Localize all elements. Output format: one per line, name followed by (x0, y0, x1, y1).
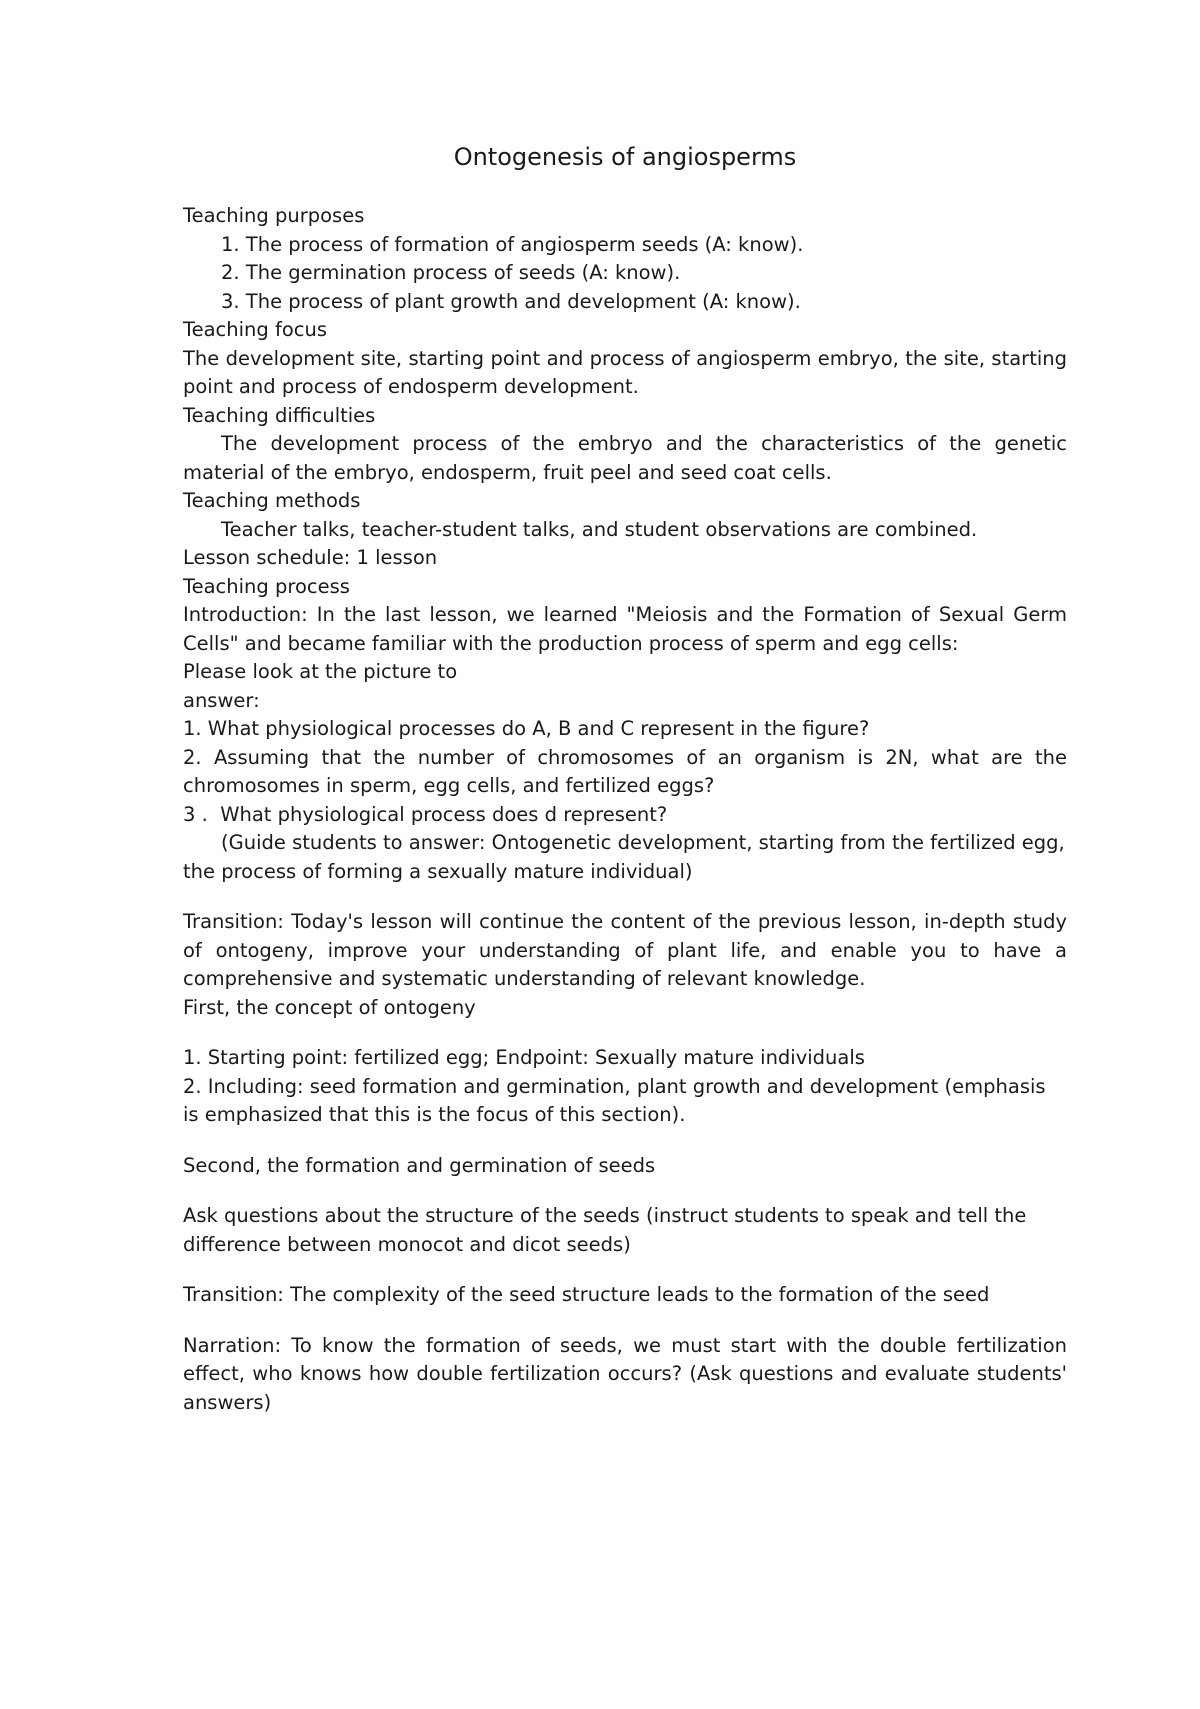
lesson-schedule: Lesson schedule: 1 lesson (183, 546, 438, 569)
document-title: Ontogenesis of angiosperms (453, 143, 797, 171)
teaching-methods-text: Teacher talks, teacher-student talks, and student observations are combined. (221, 517, 978, 541)
teaching-methods-heading: Teaching methods (183, 489, 361, 512)
teaching-process-heading: Teaching process (183, 574, 350, 598)
question-2: 2. Assuming that the number of chromosomes of an organism is 2N, what are the chromosomes in sperm, egg cells, and fertilized eggs? (183, 745, 1067, 797)
question-1: 1. What physiological processes do A, B and C represent in the figure? (183, 717, 870, 740)
guide-text: (Guide students to answer: Ontogenetic development, starting from the fertilized egg, the process of forming a sexually mature individual) (183, 831, 1065, 883)
transition-2: Transition: The complexity of the seed structure leads to the formation of the seed (183, 1283, 990, 1306)
purpose-item-2: 2. The germination process of seeds (A: know). (221, 261, 681, 284)
transition-1: Transition: Today's lesson will continue the content of the previous lesson, in-depth study of ontogeny, improve your understanding of plant life, and enable you to have a comprehensive and systematic understanding of relevant knowledge. (183, 910, 1067, 990)
teaching-purposes-heading: Teaching purposes (183, 204, 365, 227)
concept-point-2: 2. Including: seed formation and germination, plant growth and development (emphasis is emphasized that this is the focus of this section). (183, 1074, 1046, 1126)
picture-prompt-line-2: answer: (183, 688, 260, 712)
second-section-heading: Second, the formation and germination of seeds (183, 1153, 656, 1177)
first-section-heading: First, the concept of ontogeny (183, 995, 476, 1019)
teaching-focus-heading: Teaching focus (183, 318, 328, 341)
picture-prompt-line-1: Please look at the picture to (183, 660, 458, 683)
teaching-difficulties-text: The development process of the embryo and the characteristics of the genetic material of the embryo, endosperm, fruit peel and seed coat cells. (183, 432, 1067, 484)
teaching-focus-text: The development site, starting point and process of angiosperm embryo, the site, starting point and process of endosperm development. (183, 346, 1067, 398)
purpose-item-3: 3. The process of plant growth and development (A: know). (221, 289, 801, 313)
document-page (183, 142, 1067, 1417)
ask-questions-text: Ask questions about the structure of the seeds (instruct students to speak and tell the difference between monocot and dicot seeds) (183, 1204, 1027, 1256)
teaching-difficulties-heading: Teaching difficulties (183, 403, 376, 427)
introduction-text: Introduction: In the last lesson, we learned "Meiosis and the Formation of Sexual Germ Cells" and became familiar with the production process of sperm and egg cells: (183, 603, 1067, 655)
question-3: 3 . What physiological process does d represent? (183, 802, 668, 826)
narration-text: Narration: To know the formation of seeds, we must start with the double fertilization effect, who knows how double fertilization occurs? (Ask questions and evaluate students' answers) (183, 1333, 1067, 1414)
purpose-item-1: 1. The process of formation of angiosperm seeds (A: know). (221, 232, 804, 256)
concept-point-1: 1. Starting point: fertilized egg; Endpoint: Sexually mature individuals (183, 1046, 865, 1069)
